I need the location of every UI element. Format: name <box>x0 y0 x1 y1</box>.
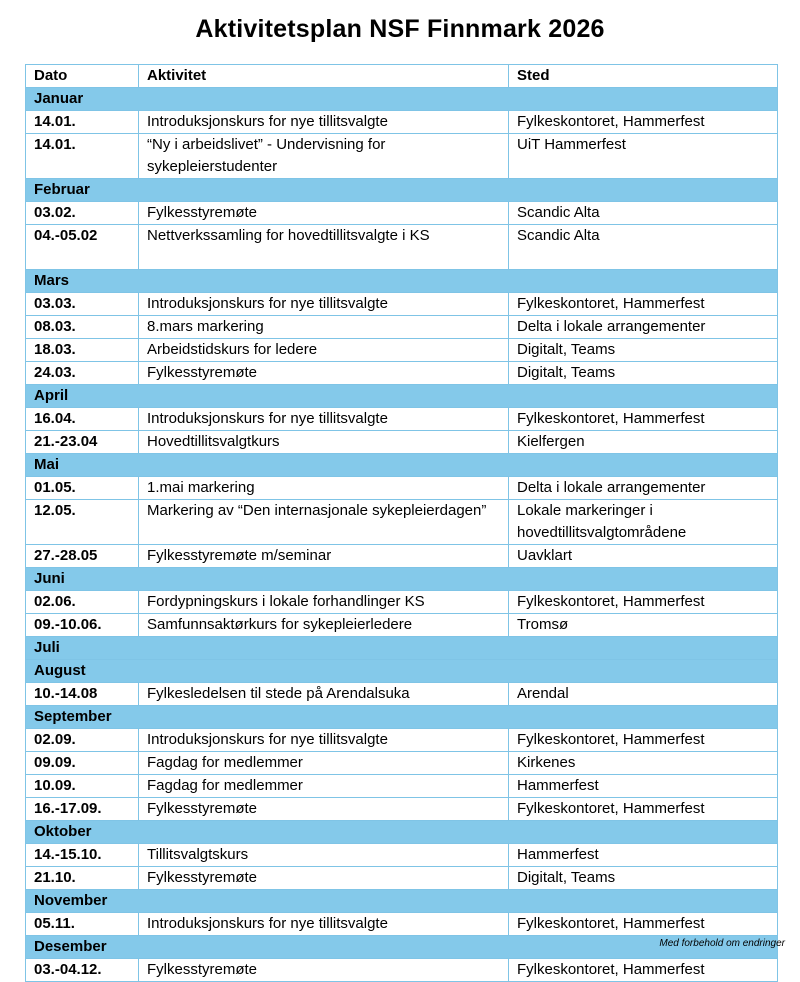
activity-cell: Arbeidstidskurs for ledere <box>139 339 509 362</box>
date-cell: 18.03. <box>26 339 139 362</box>
month-name: Januar <box>26 88 778 111</box>
activity-cell: Introduksjonskurs for nye tillitsvalgte <box>139 293 509 316</box>
table-row <box>26 683 778 706</box>
table-row <box>26 362 778 385</box>
header-activity: Aktivitet <box>139 65 509 88</box>
activity-cell: Fylkesstyremøte <box>139 362 509 385</box>
place-cell: Hammerfest <box>509 844 778 867</box>
activity-cell: Introduksjonskurs for nye tillitsvalgte <box>139 913 509 936</box>
date-cell: 08.03. <box>26 316 139 339</box>
header-place: Sted <box>509 65 778 88</box>
page-title: Aktivitetsplan NSF Finnmark 2026 <box>195 15 605 43</box>
place-cell: Fylkeskontoret, Hammerfest <box>509 408 778 431</box>
month-name: April <box>26 385 778 408</box>
date-cell: 01.05. <box>26 477 139 500</box>
place-cell: Scandic Alta <box>509 225 778 270</box>
table-row <box>26 134 778 179</box>
table-row <box>26 500 778 545</box>
table-row <box>26 408 778 431</box>
date-cell: 12.05. <box>26 500 139 545</box>
month-row <box>26 660 778 683</box>
place-cell: Fylkeskontoret, Hammerfest <box>509 111 778 134</box>
month-name: September <box>26 706 778 729</box>
table-row <box>26 867 778 890</box>
place-cell: Fylkeskontoret, Hammerfest <box>509 959 778 982</box>
date-cell: 09.09. <box>26 752 139 775</box>
date-cell: 09.-10.06. <box>26 614 139 637</box>
activity-cell: Samfunnsaktørkurs for sykepleierledere <box>139 614 509 637</box>
date-cell: 14.01. <box>26 111 139 134</box>
date-cell: 14.01. <box>26 134 139 179</box>
table-row <box>26 591 778 614</box>
month-name: August <box>26 660 778 683</box>
date-cell: 03.02. <box>26 202 139 225</box>
place-cell: Fylkeskontoret, Hammerfest <box>509 591 778 614</box>
date-cell: 16.-17.09. <box>26 798 139 821</box>
table-row <box>26 111 778 134</box>
month-row <box>26 706 778 729</box>
activity-cell: Introduksjonskurs for nye tillitsvalgte <box>139 111 509 134</box>
month-row <box>26 890 778 913</box>
activity-cell: Introduksjonskurs for nye tillitsvalgte <box>139 408 509 431</box>
place-cell: Tromsø <box>509 614 778 637</box>
date-cell: 16.04. <box>26 408 139 431</box>
date-cell: 14.-15.10. <box>26 844 139 867</box>
place-cell: Digitalt, Teams <box>509 339 778 362</box>
place-cell: Digitalt, Teams <box>509 867 778 890</box>
activity-cell: Fagdag for medlemmer <box>139 752 509 775</box>
activity-cell: Fylkesstyremøte m/seminar <box>139 545 509 568</box>
header-date: Dato <box>26 65 139 88</box>
table-row <box>26 798 778 821</box>
place-cell: Digitalt, Teams <box>509 362 778 385</box>
month-name: November <box>26 890 778 913</box>
activity-cell: Introduksjonskurs for nye tillitsvalgte <box>139 729 509 752</box>
activity-cell: Fylkesstyremøte <box>139 202 509 225</box>
activity-cell: 1.mai markering <box>139 477 509 500</box>
activity-cell: Fagdag for medlemmer <box>139 775 509 798</box>
activity-cell: Fordypningskurs i lokale forhandlinger KS <box>139 591 509 614</box>
date-cell: 21.-23.04 <box>26 431 139 454</box>
table-row <box>26 202 778 225</box>
place-cell: Lokale markeringer i hovedtillitsvalgtområdene <box>509 500 778 545</box>
month-name: Desember <box>26 936 778 959</box>
table-row <box>26 729 778 752</box>
table-row <box>26 316 778 339</box>
activity-cell: Markering av “Den internasjonale sykepleierdagen” <box>139 500 509 545</box>
footnote: Med forbehold om endringer <box>659 938 785 949</box>
date-cell: 04.-05.02 <box>26 225 139 270</box>
table-row <box>26 545 778 568</box>
place-cell: Kirkenes <box>509 752 778 775</box>
date-cell: 05.11. <box>26 913 139 936</box>
place-cell: Delta i lokale arrangementer <box>509 316 778 339</box>
table-row <box>26 913 778 936</box>
activity-cell: 8.mars markering <box>139 316 509 339</box>
month-name: Mars <box>26 270 778 293</box>
table-row <box>26 477 778 500</box>
month-row <box>26 821 778 844</box>
place-cell: Fylkeskontoret, Hammerfest <box>509 798 778 821</box>
table-row <box>26 752 778 775</box>
table-row <box>26 614 778 637</box>
activity-table <box>25 64 778 982</box>
table-row <box>26 225 778 270</box>
place-cell: Delta i lokale arrangementer <box>509 477 778 500</box>
date-cell: 10.-14.08 <box>26 683 139 706</box>
activity-cell: “Ny i arbeidslivet” - Undervisning for sykepleierstudenter <box>139 134 509 179</box>
date-cell: 27.-28.05 <box>26 545 139 568</box>
activity-cell: Fylkesledelsen til stede på Arendalsuka <box>139 683 509 706</box>
place-cell: Fylkeskontoret, Hammerfest <box>509 293 778 316</box>
date-cell: 02.06. <box>26 591 139 614</box>
place-cell: UiT Hammerfest <box>509 134 778 179</box>
place-cell: Uavklart <box>509 545 778 568</box>
month-row <box>26 270 778 293</box>
place-cell: Kielfergen <box>509 431 778 454</box>
table-row <box>26 844 778 867</box>
place-cell: Arendal <box>509 683 778 706</box>
date-cell: 10.09. <box>26 775 139 798</box>
place-cell: Fylkeskontoret, Hammerfest <box>509 913 778 936</box>
date-cell: 03.-04.12. <box>26 959 139 982</box>
month-row <box>26 179 778 202</box>
activity-cell: Hovedtillitsvalgtkurs <box>139 431 509 454</box>
month-name: Oktober <box>26 821 778 844</box>
activity-cell: Fylkesstyremøte <box>139 867 509 890</box>
table-row <box>26 293 778 316</box>
month-row <box>26 385 778 408</box>
month-name: Juni <box>26 568 778 591</box>
month-name: Februar <box>26 179 778 202</box>
month-name: Juli <box>26 637 778 660</box>
date-cell: 24.03. <box>26 362 139 385</box>
activity-cell: Fylkesstyremøte <box>139 798 509 821</box>
month-row <box>26 454 778 477</box>
place-cell: Hammerfest <box>509 775 778 798</box>
table-row <box>26 431 778 454</box>
month-row <box>26 637 778 660</box>
table-body <box>26 88 778 982</box>
date-cell: 03.03. <box>26 293 139 316</box>
activity-cell: Tillitsvalgtskurs <box>139 844 509 867</box>
month-row <box>26 568 778 591</box>
month-name: Mai <box>26 454 778 477</box>
table-row <box>26 775 778 798</box>
date-cell: 21.10. <box>26 867 139 890</box>
activity-cell: Nettverkssamling for hovedtillitsvalgte i KS <box>139 225 509 270</box>
activity-cell: Fylkesstyremøte <box>139 959 509 982</box>
table-header-row <box>26 65 778 88</box>
date-cell: 02.09. <box>26 729 139 752</box>
place-cell: Fylkeskontoret, Hammerfest <box>509 729 778 752</box>
month-row <box>26 88 778 111</box>
table-row <box>26 959 778 982</box>
place-cell: Scandic Alta <box>509 202 778 225</box>
table-row <box>26 339 778 362</box>
